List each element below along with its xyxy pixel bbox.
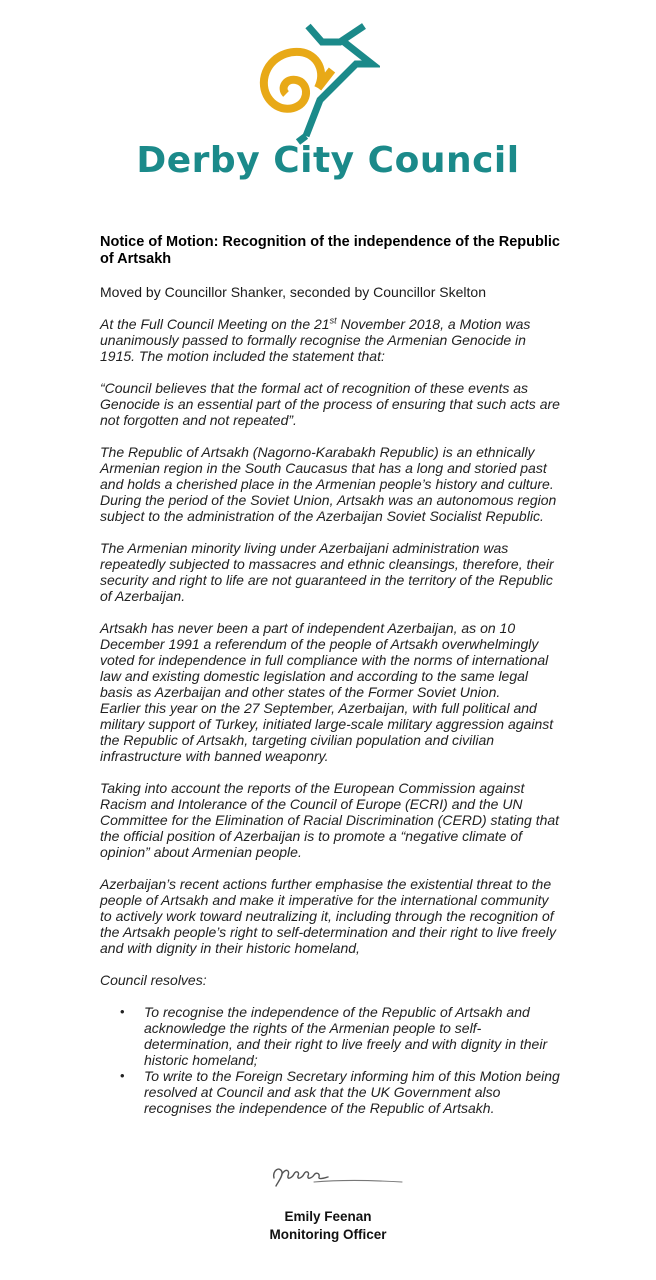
list-item bbox=[100, 1068, 560, 1116]
council-name: Derby City Council bbox=[136, 140, 520, 181]
derby-ram-logo-icon bbox=[240, 18, 380, 148]
motion-body bbox=[100, 234, 560, 1116]
ecri-paragraph: Taking into account the reports of the European Commission against Racism and Intolerance of the Council of Europe (ECRI) and the UN Committee for the Elimination of Racial Discrimination (CERD) stating that the official position of Azerbaijan is to promote a “negative climate of opinion” about Armenian people. bbox=[100, 780, 560, 860]
list-item bbox=[100, 1004, 560, 1068]
handwritten-signature-icon bbox=[268, 1158, 408, 1194]
signatory-block bbox=[0, 1208, 656, 1244]
referendum-paragraph: Artsakh has never been a part of independent Azerbaijan, as on 10 December 1991 a referendum of the people of Artsakh overwhelmingly voted for independence in full compliance with the norms of international law and existing domestic legislation and according to the same legal basis as Azerbaijan and other states of the Former Soviet Union. bbox=[100, 620, 549, 700]
moved-by-line: Moved by Councillor Shanker, seconded by Councillor Skelton bbox=[100, 284, 486, 300]
minority-paragraph: The Armenian minority living under Azerbaijani administration was repeatedly subjected to massacres and ethnic cleansings, therefore, their security and right to life are not guaranteed in the territory of the Republic of Azerbaijan. bbox=[100, 540, 554, 604]
threat-paragraph: Azerbaijan’s recent actions further emphasise the existential threat to the people of Artsakh and make it imperative for the international community to actively work toward neutralizing it, including through the recognition of the Artsakh people’s right to self-determination and their right to live freely and with dignity in their historic homeland, bbox=[100, 876, 557, 956]
signatory-role: Monitoring Officer bbox=[269, 1227, 387, 1242]
intro-paragraph: At the Full Council Meeting on the 21st November 2018, a Motion was unanimously passed to formally recognise the Armenian Genocide in 1915. The motion included the statement that: bbox=[100, 315, 531, 364]
artsakh-paragraph: The Republic of Artsakh (Nagorno-Karabakh Republic) is an ethnically Armenian region in the South Caucasus that has a long and storied past and holds a cherished place in the Armenian people’s history and culture. During the period of the Soviet Union, Artsakh was an autonomous region subject to the administration of the Azerbaijan Soviet Socialist Republic. bbox=[100, 444, 557, 524]
resolves-heading: Council resolves: bbox=[100, 972, 207, 988]
resolutions-list bbox=[100, 1004, 560, 1116]
bullet-icon: • bbox=[120, 1004, 125, 1019]
bullet-icon: • bbox=[120, 1068, 125, 1083]
aggression-paragraph: Earlier this year on the 27 September, Azerbaijan, with full political and military support of Turkey, initiated large-scale military aggression against the Republic of Artsakh, targeting civilian population and civilian infrastructure with banned weaponry. bbox=[100, 700, 554, 764]
resolution-text: To write to the Foreign Secretary informing him of this Motion being resolved at Council and ask that the UK Government also recognises the independence of the Republic of Artsakh. bbox=[144, 1068, 560, 1116]
resolution-text: To recognise the independence of the Republic of Artsakh and acknowledge the rights of the Armenian people to self-determination, and their right to live freely and with dignity in their historic homeland; bbox=[144, 1004, 548, 1068]
quote-paragraph: “Council believes that the formal act of recognition of these events as Genocide is an essential part of the process of ensuring that such acts are not forgotten and not repeated”. bbox=[100, 380, 560, 428]
motion-title: Notice of Motion: Recognition of the independence of the Republic of Artsakh bbox=[100, 234, 560, 267]
signatory-name: Emily Feenan bbox=[284, 1209, 372, 1224]
